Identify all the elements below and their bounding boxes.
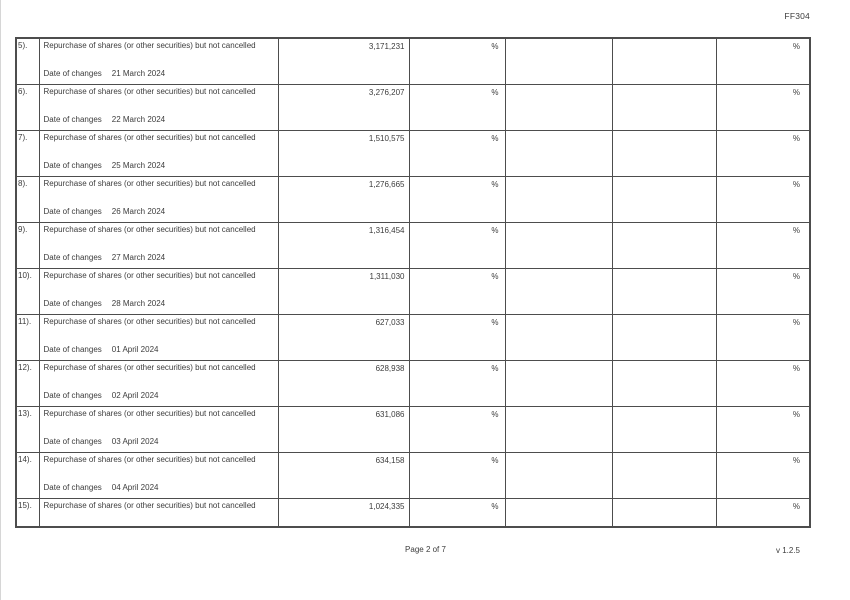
percent-symbol: % bbox=[491, 409, 499, 419]
date-label: Date of changes bbox=[43, 298, 102, 308]
percent-symbol: % bbox=[491, 271, 499, 281]
empty-cell bbox=[612, 38, 716, 84]
percent-cell bbox=[409, 314, 505, 360]
row-number-cell bbox=[16, 360, 39, 406]
value-cell bbox=[278, 176, 409, 222]
percent-cell-right bbox=[716, 406, 810, 452]
date-line bbox=[44, 161, 166, 171]
empty-cell bbox=[505, 268, 612, 314]
date-label: Date of changes bbox=[43, 436, 102, 446]
table-row bbox=[16, 452, 810, 498]
date-line bbox=[44, 69, 166, 79]
row-description: Repurchase of shares (or other securities) but not cancelled bbox=[43, 270, 256, 280]
version-label: v 1.2.5 bbox=[775, 546, 800, 555]
row-description: Repurchase of shares (or other securities) but not cancelled bbox=[43, 500, 256, 510]
date-line bbox=[44, 437, 159, 447]
empty-cell bbox=[505, 314, 612, 360]
row-value: 628,938 bbox=[375, 363, 405, 373]
date-value: 03 April 2024 bbox=[111, 436, 159, 446]
date-label: Date of changes bbox=[43, 68, 102, 78]
value-cell bbox=[278, 360, 409, 406]
row-value: 634,158 bbox=[375, 455, 405, 465]
percent-cell bbox=[409, 84, 505, 130]
row-number-cell bbox=[16, 84, 39, 130]
row-number: 6). bbox=[18, 86, 28, 96]
percent-symbol: % bbox=[491, 501, 499, 511]
row-number: 12). bbox=[18, 362, 32, 372]
row-number: 14). bbox=[18, 454, 32, 464]
percent-cell bbox=[409, 268, 505, 314]
value-cell bbox=[278, 130, 409, 176]
percent-cell-right bbox=[716, 222, 810, 268]
row-value: 627,033 bbox=[375, 317, 405, 327]
percent-cell bbox=[409, 130, 505, 176]
empty-cell bbox=[612, 130, 716, 176]
date-line bbox=[44, 483, 159, 493]
row-description: Repurchase of shares (or other securities) but not cancelled bbox=[43, 224, 256, 234]
value-cell bbox=[278, 452, 409, 498]
percent-cell-right bbox=[716, 498, 810, 527]
percent-symbol: % bbox=[792, 271, 800, 281]
row-value: 3,171,231 bbox=[368, 42, 405, 51]
percent-cell-right bbox=[716, 452, 810, 498]
row-description: Repurchase of shares (or other securities) but not cancelled bbox=[43, 454, 256, 464]
row-value: 1,316,454 bbox=[368, 225, 405, 235]
percent-symbol: % bbox=[491, 225, 499, 235]
empty-cell bbox=[612, 176, 716, 222]
percent-symbol: % bbox=[792, 179, 800, 189]
date-value: 04 April 2024 bbox=[111, 482, 159, 492]
row-description: Repurchase of shares (or other securities) but not cancelled bbox=[43, 408, 256, 418]
date-label: Date of changes bbox=[43, 482, 102, 492]
date-line bbox=[44, 115, 166, 125]
value-cell bbox=[278, 406, 409, 452]
row-description: Repurchase of shares (or other securities) but not cancelled bbox=[43, 178, 256, 188]
row-number-cell bbox=[16, 406, 39, 452]
table-row bbox=[16, 268, 810, 314]
row-number: 13). bbox=[18, 408, 32, 418]
table-row bbox=[16, 176, 810, 222]
description-cell bbox=[39, 406, 278, 452]
percent-cell bbox=[409, 452, 505, 498]
table-row bbox=[16, 222, 810, 268]
date-label: Date of changes bbox=[43, 390, 102, 400]
row-description: Repurchase of shares (or other securities) but not cancelled bbox=[43, 362, 256, 372]
date-line bbox=[44, 207, 166, 217]
percent-symbol: % bbox=[491, 87, 499, 97]
empty-cell bbox=[612, 406, 716, 452]
percent-symbol: % bbox=[491, 363, 499, 373]
value-cell bbox=[278, 38, 409, 84]
percent-cell bbox=[409, 176, 505, 222]
description-cell bbox=[39, 452, 278, 498]
percent-cell-right bbox=[716, 38, 810, 84]
empty-cell bbox=[612, 222, 716, 268]
row-number-cell bbox=[16, 452, 39, 498]
percent-cell bbox=[409, 38, 505, 84]
description-cell bbox=[39, 360, 278, 406]
percent-cell bbox=[409, 498, 505, 527]
empty-cell bbox=[612, 360, 716, 406]
percent-symbol: % bbox=[792, 363, 800, 373]
row-description: Repurchase of shares (or other securities) but not cancelled bbox=[43, 41, 256, 50]
form-code: FF304 bbox=[784, 11, 810, 21]
date-label: Date of changes bbox=[43, 344, 102, 354]
table-row bbox=[16, 498, 810, 527]
percent-cell-right bbox=[716, 130, 810, 176]
percent-symbol: % bbox=[792, 501, 800, 511]
row-number: 8). bbox=[18, 178, 28, 188]
empty-cell bbox=[505, 84, 612, 130]
empty-cell bbox=[505, 130, 612, 176]
repurchase-table bbox=[15, 37, 811, 528]
date-line bbox=[44, 253, 166, 263]
table-body bbox=[16, 38, 810, 527]
description-cell bbox=[39, 222, 278, 268]
date-value: 26 March 2024 bbox=[111, 206, 166, 216]
empty-cell bbox=[505, 38, 612, 84]
percent-symbol: % bbox=[792, 42, 800, 51]
percent-cell bbox=[409, 222, 505, 268]
row-number-cell bbox=[16, 222, 39, 268]
percent-symbol: % bbox=[792, 225, 800, 235]
date-value: 01 April 2024 bbox=[111, 344, 159, 354]
empty-cell bbox=[612, 84, 716, 130]
percent-symbol: % bbox=[491, 455, 499, 465]
percent-cell-right bbox=[716, 360, 810, 406]
percent-cell-right bbox=[716, 84, 810, 130]
row-number: 11). bbox=[18, 316, 32, 326]
empty-cell bbox=[505, 452, 612, 498]
percent-symbol: % bbox=[792, 409, 800, 419]
empty-cell bbox=[505, 360, 612, 406]
date-value: 28 March 2024 bbox=[111, 298, 166, 308]
table-row bbox=[16, 360, 810, 406]
date-label: Date of changes bbox=[43, 114, 102, 124]
percent-symbol: % bbox=[491, 42, 499, 51]
row-number-cell bbox=[16, 268, 39, 314]
percent-symbol: % bbox=[491, 317, 499, 327]
empty-cell bbox=[612, 452, 716, 498]
description-cell bbox=[39, 84, 278, 130]
percent-symbol: % bbox=[491, 179, 499, 189]
description-cell bbox=[39, 314, 278, 360]
row-value: 1,510,575 bbox=[368, 133, 405, 143]
value-cell bbox=[278, 268, 409, 314]
row-number-cell bbox=[16, 130, 39, 176]
value-cell bbox=[278, 222, 409, 268]
date-value: 27 March 2024 bbox=[111, 252, 166, 262]
table-row bbox=[16, 84, 810, 130]
percent-symbol: % bbox=[491, 133, 499, 143]
date-line bbox=[44, 345, 159, 355]
row-number-cell bbox=[16, 176, 39, 222]
empty-cell bbox=[612, 498, 716, 527]
row-description: Repurchase of shares (or other securities) but not cancelled bbox=[43, 132, 256, 142]
empty-cell bbox=[505, 222, 612, 268]
description-cell bbox=[39, 176, 278, 222]
date-line bbox=[44, 299, 166, 309]
percent-symbol: % bbox=[792, 87, 800, 97]
date-label: Date of changes bbox=[43, 160, 102, 170]
date-value: 21 March 2024 bbox=[111, 68, 166, 78]
percent-symbol: % bbox=[792, 317, 800, 327]
empty-cell bbox=[505, 406, 612, 452]
empty-cell bbox=[612, 314, 716, 360]
description-cell bbox=[39, 498, 278, 527]
empty-cell bbox=[612, 268, 716, 314]
date-label: Date of changes bbox=[43, 252, 102, 262]
row-description: Repurchase of shares (or other securities) but not cancelled bbox=[43, 316, 256, 326]
value-cell bbox=[278, 498, 409, 527]
row-number-cell bbox=[16, 498, 39, 527]
description-cell bbox=[39, 268, 278, 314]
row-value: 1,311,030 bbox=[369, 271, 405, 281]
row-number: 7). bbox=[18, 132, 28, 142]
value-cell bbox=[278, 84, 409, 130]
page-indicator: Page 2 of 7 bbox=[405, 545, 446, 554]
table-row bbox=[16, 38, 810, 84]
date-value: 25 March 2024 bbox=[111, 160, 166, 170]
date-line bbox=[44, 391, 159, 401]
row-number-cell bbox=[16, 314, 39, 360]
row-number: 10). bbox=[18, 270, 32, 280]
row-number-cell bbox=[16, 38, 39, 84]
row-value: 1,024,335 bbox=[368, 501, 405, 511]
description-cell bbox=[39, 38, 278, 84]
percent-symbol: % bbox=[792, 455, 800, 465]
percent-cell-right bbox=[716, 268, 810, 314]
empty-cell bbox=[505, 498, 612, 527]
row-value: 3,276,207 bbox=[368, 87, 405, 97]
table-row bbox=[16, 406, 810, 452]
row-description: Repurchase of shares (or other securities) but not cancelled bbox=[43, 86, 256, 96]
date-value: 02 April 2024 bbox=[111, 390, 159, 400]
percent-cell-right bbox=[716, 314, 810, 360]
row-number: 9). bbox=[18, 224, 28, 234]
row-number: 5). bbox=[18, 41, 28, 50]
row-number: 15). bbox=[18, 500, 32, 510]
date-label: Date of changes bbox=[43, 206, 102, 216]
row-value: 1,276,665 bbox=[368, 179, 405, 189]
date-value: 22 March 2024 bbox=[111, 114, 166, 124]
row-value: 631,086 bbox=[375, 409, 405, 419]
table-row bbox=[16, 314, 810, 360]
value-cell bbox=[278, 314, 409, 360]
description-cell bbox=[39, 130, 278, 176]
table-row bbox=[16, 130, 810, 176]
percent-symbol: % bbox=[792, 133, 800, 143]
percent-cell-right bbox=[716, 176, 810, 222]
empty-cell bbox=[505, 176, 612, 222]
percent-cell bbox=[409, 360, 505, 406]
percent-cell bbox=[409, 406, 505, 452]
